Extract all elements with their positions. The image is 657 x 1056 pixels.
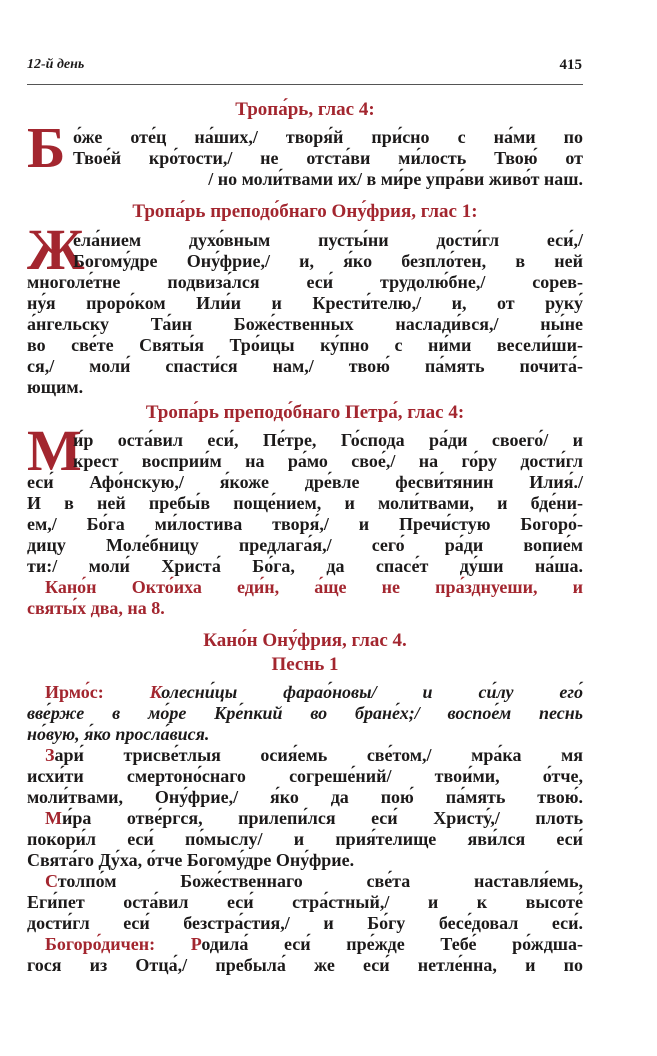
text-line: а́нгельску Та́ин Боже́ственных наслади́вся,/ ны́не — [27, 314, 583, 334]
troparion-line: покори́л еси́ по́мыслу/ и прия́телище яви́лся еси́ — [27, 829, 583, 849]
theotokion-line — [27, 934, 583, 955]
initial: Р — [190, 934, 202, 954]
text-line: во све́те Святы́я Тро́ицы ку́пно с ни́ми весели́ши- — [27, 335, 583, 355]
text-line: ну́я проро́ком Или́и и Крести́телю,/ и, от руку́ — [27, 293, 583, 313]
initial: К — [149, 682, 162, 702]
troparion-2-title: Тропа́рь преподо́бнаго Ону́фрия, глас 1: — [132, 201, 478, 222]
troparion-3-text — [27, 418, 583, 619]
troparion-line — [27, 745, 583, 766]
text-line: ела́нием духо́вным пусты́ни дости́гл еси́,/ — [73, 230, 583, 250]
theotokion-line: гося из Отца́,/ пребыла́ же еси́ нетле́нна, и по — [27, 955, 583, 975]
initial: З — [45, 745, 55, 765]
irmos-line: но́вую, я́ко просла́вися. — [27, 724, 210, 744]
text-line: Твое́й кро́тости,/ не отста́ви ми́лость Твою́ от — [73, 148, 583, 168]
ode-title: Песнь 1 — [271, 654, 339, 675]
text-line: ем,/ Бо́га ми́лостива творя́,/ и Пречи́стую Богоро́- — [27, 514, 583, 534]
text-line: и́р оста́вил еси́, Пе́тре, Го́спода ра́ди своего́/ и — [73, 430, 583, 450]
text-line: ся,/ моли́ спасти́ся нам,/ твою́ па́мять почита́- — [27, 356, 583, 376]
troparion-line: исхи́ти смертоно́снаго согреше́ний/ твои́ми, о́тче, — [27, 766, 583, 786]
troparion-1-text — [27, 115, 583, 190]
page-number: 415 — [559, 57, 582, 73]
text: и́ра отве́ргся, прилепи́лся еси́ Христу́,/ плоть — [62, 808, 583, 828]
troparion-1-title: Тропа́рь, глас 4: — [235, 99, 375, 120]
troparion-2-text — [27, 217, 583, 398]
canon-text — [27, 682, 583, 976]
irmos-line: вве́рже в мо́ре Кре́пкий во бране́х;/ воспое́м песнь — [27, 703, 583, 723]
text: олесни́цы фарао́новы/ и си́лу его́ — [161, 682, 584, 702]
rubric-line: Кано́н Окто́иха еди́н, а́ще не пра́зднуеши, и — [45, 577, 583, 597]
troparion-line: дости́гл еси́ безстра́стия,/ и Бо́гу бесе́довал еси́. — [27, 913, 583, 933]
rubric-line: святы́х два, на 8. — [27, 598, 165, 618]
text-line: крест восприи́м на ра́мо свое́,/ на го́ру дости́гл — [73, 451, 583, 471]
running-header-day: 12-й день — [27, 57, 85, 72]
text-line: Богому́дре Ону́фрие,/ и, я́ко безпло́тен, в ней — [73, 251, 583, 271]
drop-cap: М — [27, 418, 82, 483]
troparion-line: Еги́пет оста́вил еси́ стра́стный,/ и к высоте́ — [27, 892, 583, 912]
text-line: ющим. — [27, 377, 84, 397]
troparion-line — [27, 808, 583, 829]
initial: С — [45, 871, 58, 891]
canon-title: Кано́н Ону́фрия, глас 4. — [203, 630, 407, 651]
text: ари́ трисве́тлыя осия́емь све́том,/ мра́ка мя — [54, 745, 583, 765]
text-line: многоле́тне подвиза́лся еси́ трудолю́бне,/ сорев- — [27, 272, 583, 292]
irmos-line — [27, 682, 583, 703]
troparion-line — [27, 871, 583, 892]
header-rule — [27, 84, 583, 85]
irmos-label: Ирмо́с: — [45, 682, 104, 702]
text-line: дицу Моле́бницу предлага́я,/ сего́ ра́ди вопие́м — [27, 535, 583, 555]
text: одила́ еси́ пре́жде Тебе́ ро́ждша- — [201, 934, 584, 954]
troparion-line: моли́твами, Ону́фрие,/ я́ко да пою́ па́мять твою́. — [27, 787, 583, 807]
drop-cap: Б — [27, 115, 66, 180]
theotokion-label: Богоро́дичен: — [45, 934, 156, 954]
text: толпо́м Боже́ственнаго све́та наставля́емь, — [57, 871, 583, 891]
troparion-3-title: Тропа́рь преподо́бнаго Петра́, глас 4: — [145, 402, 465, 423]
troparion-line: Свята́го Ду́ха, о́тче Богому́дре Ону́фрие. — [27, 850, 355, 870]
text-line: И в ней пребы́в поще́нием, и моли́твами, и бде́ни- — [27, 493, 583, 513]
text-line: / но моли́твами их/ в ми́ре упра́ви живо́т наш. — [208, 169, 583, 189]
text-line: еси́ Афо́нскую,/ я́коже дре́вле фесви́тянин Илия́./ — [27, 472, 583, 492]
drop-cap: Ж — [27, 217, 85, 282]
text-line: о́же оте́ц на́ших,/ творя́й при́сно с на́ми по — [73, 127, 583, 147]
initial: М — [45, 808, 62, 828]
text-line: ти:/ моли́ Христа́ Бо́га, да спасе́т ду́ши на́ша. — [27, 556, 583, 576]
